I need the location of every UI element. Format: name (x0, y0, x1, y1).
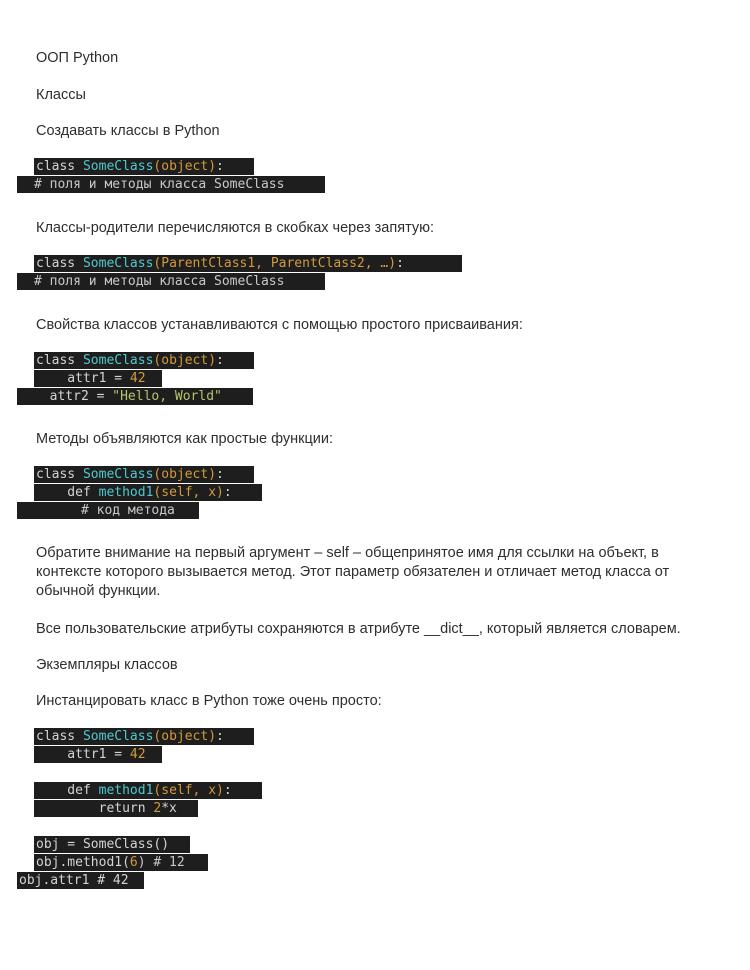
code-line: class SomeClass(object): (34, 466, 254, 483)
text-properties: Свойства классов устанавливаются с помощью простого присваивания: (36, 317, 523, 333)
code-line: class SomeClass(object): (34, 728, 254, 745)
text-dict-note: Все пользовательские атрибуты сохраняются в атрибуте __dict__, который является словарем. (36, 621, 681, 637)
code-line: obj.method1(6) # 12 (34, 854, 208, 871)
code-line: attr1 = 42 (34, 370, 162, 387)
text-instantiate: Инстанцировать класс в Python тоже очень просто: (36, 693, 382, 709)
code-line: obj.attr1 # 42 (17, 872, 144, 889)
title-oop: ООП Python (36, 50, 119, 66)
text-create-classes: Создавать классы в Python (36, 123, 220, 139)
code-line: return 2*x (34, 800, 198, 817)
text-self-note: Обратите внимание на первый аргумент – self – общепринятое имя для ссылки на объект, в контексте которого вызывается метод. Этот параметр обязателен и отличает метод класса от обычной функции. (36, 545, 670, 599)
code-line: # код метода (17, 502, 199, 519)
code-line: class SomeClass(object): (34, 352, 254, 369)
text-methods: Методы объявляются как простые функции: (36, 431, 333, 447)
code-line: def method1(self, x): (34, 484, 262, 501)
code-line: class SomeClass(ParentClass1, ParentClass2, …): (34, 255, 462, 272)
code-line: attr2 = "Hello, World" (17, 388, 253, 405)
code-line: obj = SomeClass() (34, 836, 190, 853)
code-line: # поля и методы класса SomeClass (17, 176, 325, 193)
heading-classes: Классы (36, 87, 86, 103)
code-line: attr1 = 42 (34, 746, 162, 763)
code-line: # поля и методы класса SomeClass (17, 273, 325, 290)
code-line: class SomeClass(object): (34, 158, 254, 175)
text-parents: Классы-родители перечисляются в скобках через запятую: (36, 220, 435, 236)
heading-instances: Экземпляры классов (36, 657, 178, 673)
code-line: def method1(self, x): (34, 782, 262, 799)
